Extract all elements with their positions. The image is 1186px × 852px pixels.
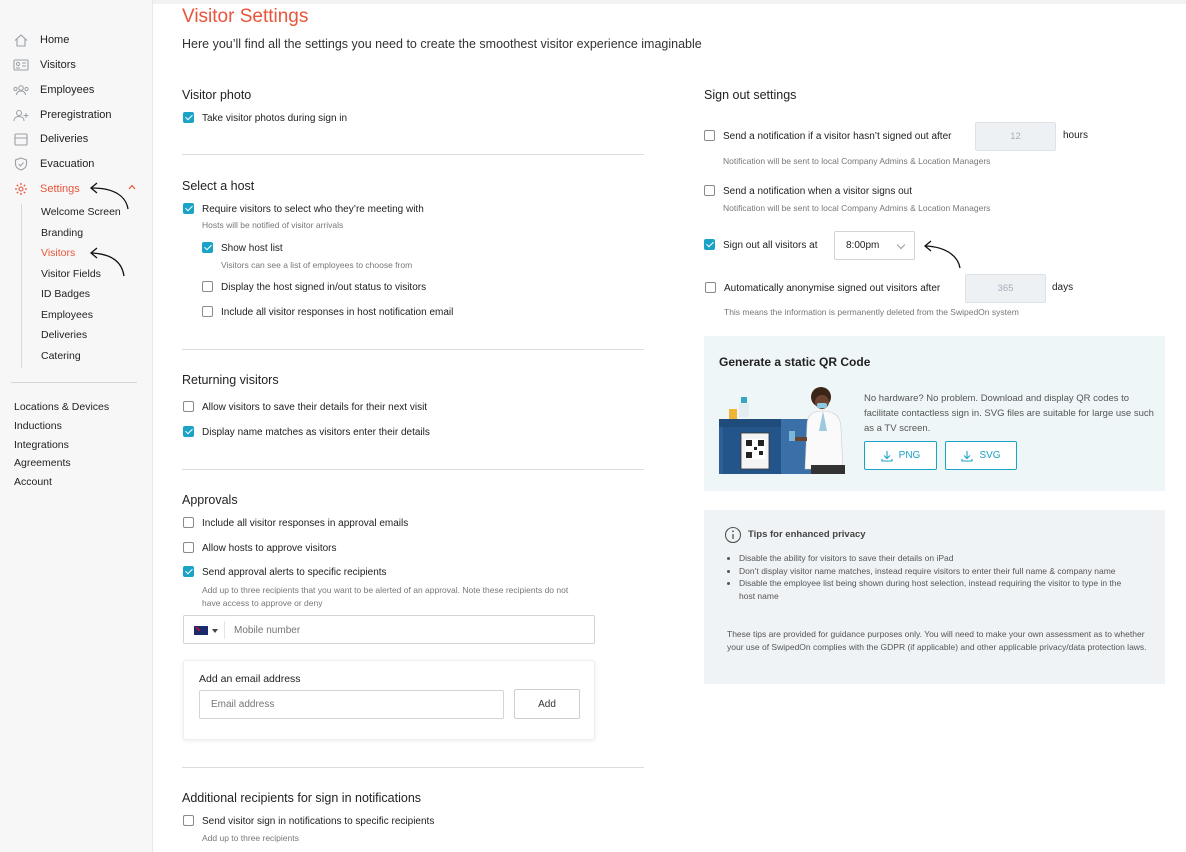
nav-home[interactable] — [12, 30, 69, 50]
notify-not-signed-out-checkbox[interactable] — [704, 130, 715, 141]
nav-deliveries[interactable] — [12, 129, 88, 149]
send-approval-alerts-checkbox[interactable] — [183, 566, 194, 577]
require-host-checkbox[interactable] — [183, 203, 194, 214]
hours-unit: hours — [1063, 130, 1089, 141]
mobile-number-input[interactable] — [234, 622, 574, 638]
privacy-tips-note: These tips are provided for guidance purposes only. You will need to make your own assessment as to whether your use of SwipedOn complies with the GDPR (if applicable) and other applicable privacy/data protection laws. — [727, 629, 1147, 652]
people-icon — [12, 83, 30, 97]
nav-settings-label: Settings — [40, 183, 80, 195]
name-matches-checkbox[interactable] — [183, 426, 194, 437]
subnav-welcome-screen[interactable]: Welcome Screen — [41, 206, 121, 218]
nav-home-label: Home — [40, 34, 70, 46]
privacy-tips-list — [739, 552, 1139, 602]
country-dropdown-icon[interactable] — [212, 629, 218, 633]
show-host-list-checkbox[interactable] — [202, 242, 213, 253]
subnav-visitor-fields[interactable]: Visitor Fields — [41, 268, 101, 280]
download-icon — [881, 450, 893, 462]
nav-evacuation-label: Evacuation — [40, 158, 95, 170]
section-select-host: Select a host — [182, 179, 255, 193]
nav-preregistration-label: Preregistration — [40, 109, 112, 121]
subnav-employees[interactable]: Employees — [41, 309, 93, 321]
info-icon — [724, 526, 742, 544]
nav-employees-label: Employees — [40, 84, 95, 96]
download-svg-label: SVG — [979, 450, 1001, 461]
allow-hosts-approve-checkbox[interactable] — [183, 542, 194, 553]
sign-out-all-checkbox[interactable] — [704, 239, 715, 250]
annotation-arrow-sign-out-time — [918, 236, 964, 272]
add-email-title: Add an email address — [199, 673, 301, 685]
section-divider — [182, 767, 644, 768]
subnav-rail — [21, 204, 22, 368]
take-photos-label: Take visitor photos during sign in — [202, 113, 348, 124]
notify-signs-out-hint: Notification will be sent to local Company Admins & Location Managers — [723, 203, 991, 213]
show-host-list-label: Show host list — [221, 243, 283, 254]
section-divider — [182, 349, 644, 350]
section-approvals: Approvals — [182, 493, 238, 507]
send-signin-notifications-label: Send visitor sign in notifications to specific recipients — [202, 816, 435, 827]
qr-panel-title: Generate a static QR Code — [719, 355, 871, 369]
privacy-tip-item: • Disable the ability for visitors to save their details on iPad — [739, 552, 1139, 565]
page-subtitle: Here you’ll find all the settings you need to create the smoothest visitor experience imaginable — [182, 37, 702, 51]
sign-out-time-value: 8:00pm — [846, 240, 880, 251]
section-visitor-photo: Visitor photo — [182, 88, 252, 102]
download-svg-button[interactable] — [945, 441, 1017, 470]
nav-account[interactable]: Account — [14, 476, 52, 488]
box-icon — [12, 132, 30, 146]
section-returning-visitors: Returning visitors — [182, 373, 279, 387]
download-png-button[interactable] — [864, 441, 937, 470]
mobile-number-field — [183, 615, 595, 644]
include-host-responses-label: Include all visitor responses in host notification email — [221, 307, 454, 318]
nav-evacuation[interactable] — [12, 154, 94, 174]
take-photos-checkbox[interactable] — [183, 112, 194, 123]
page-title: Visitor Settings — [182, 6, 309, 27]
anonymise-checkbox[interactable] — [705, 282, 716, 293]
shield-icon — [12, 157, 30, 171]
send-signin-notifications-hint: Add up to three recipients — [202, 833, 299, 843]
subnav-visitors[interactable]: Visitors — [41, 247, 76, 259]
require-host-label: Require visitors to select who they’re meeting with — [202, 204, 424, 215]
sidebar — [0, 0, 153, 852]
gear-icon — [12, 182, 30, 196]
approval-responses-checkbox[interactable] — [183, 517, 194, 528]
field-separator — [224, 621, 225, 639]
days-input[interactable]: 365 — [965, 274, 1046, 303]
subnav-branding[interactable]: Branding — [41, 227, 84, 239]
subnav-deliveries[interactable]: Deliveries — [41, 329, 88, 341]
subnav-catering[interactable]: Catering — [41, 350, 81, 362]
save-details-checkbox[interactable] — [183, 401, 194, 412]
nav-employees[interactable] — [12, 80, 94, 100]
privacy-tip-item: • Don’t display visitor name matches, instead require visitors to enter their full name & company name — [739, 565, 1139, 578]
sign-out-time-select[interactable] — [834, 231, 915, 260]
send-approval-alerts-hint: Add up to three recipients that you want to be alerted of an approval. Note these recipients do not — [202, 585, 569, 595]
include-host-responses-checkbox[interactable] — [202, 306, 213, 317]
approval-responses-label: Include all visitor responses in approval emails — [202, 518, 409, 529]
annotation-arrow-settings — [84, 176, 134, 212]
name-matches-label: Display name matches as visitors enter their details — [202, 427, 430, 438]
anonymise-label: Automatically anonymise signed out visitors after — [724, 283, 941, 294]
add-email-card — [183, 660, 595, 740]
nav-visitors[interactable] — [12, 55, 76, 75]
qr-illustration — [719, 381, 855, 476]
show-host-list-hint: Visitors can see a list of employees to choose from — [221, 260, 413, 270]
send-approval-alerts-hint-2: have access to approve or deny — [202, 598, 323, 608]
section-divider — [182, 469, 644, 470]
nav-deliveries-label: Deliveries — [40, 133, 89, 145]
download-icon — [961, 450, 973, 462]
privacy-tips-panel — [704, 510, 1165, 684]
notify-not-signed-out-hint: Notification will be sent to local Company Admins & Location Managers — [723, 156, 991, 166]
download-png-label: PNG — [898, 450, 921, 461]
top-border — [153, 0, 1186, 4]
nav-settings[interactable] — [12, 179, 80, 199]
nav-preregistration[interactable] — [12, 105, 112, 125]
nz-flag-icon[interactable] — [194, 626, 208, 635]
days-unit: days — [1052, 282, 1074, 293]
home-icon — [12, 33, 30, 47]
annotation-arrow-visitors — [84, 240, 134, 280]
nav-inductions[interactable]: Inductions — [14, 420, 62, 432]
nav-integrations[interactable]: Integrations — [14, 439, 69, 451]
nav-locations-devices[interactable]: Locations & Devices — [14, 401, 110, 413]
add-person-icon — [12, 108, 30, 122]
send-signin-notifications-checkbox[interactable] — [183, 815, 194, 826]
nav-visitors-label: Visitors — [40, 59, 76, 71]
send-approval-alerts-label: Send approval alerts to specific recipients — [202, 567, 387, 578]
require-host-hint: Hosts will be notified of visitor arrivals — [202, 220, 344, 230]
section-additional-recipients: Additional recipients for sign in notifications — [182, 791, 422, 805]
section-sign-out-settings: Sign out settings — [704, 88, 797, 102]
allow-hosts-approve-label: Allow hosts to approve visitors — [202, 543, 337, 554]
nav-agreements[interactable]: Agreements — [14, 457, 71, 469]
section-divider — [182, 154, 644, 155]
notify-signs-out-label: Send a notification when a visitor signs out — [723, 186, 912, 197]
sidebar-divider — [11, 382, 137, 383]
display-status-label: Display the host signed in/out status to visitors — [221, 282, 427, 293]
notify-not-signed-out-label: Send a notification if a visitor hasn’t signed out after — [723, 131, 952, 142]
qr-code-panel — [704, 336, 1165, 491]
chevron-down-icon — [897, 241, 905, 249]
save-details-label: Allow visitors to save their details for their next visit — [202, 402, 428, 413]
add-email-button[interactable]: Add — [514, 689, 580, 719]
id-card-icon — [12, 58, 30, 72]
privacy-tips-title: Tips for enhanced privacy — [748, 529, 866, 540]
email-address-input[interactable] — [199, 690, 504, 719]
qr-panel-description: No hardware? No problem. Download and display QR codes to facilitate contactless sign in. SVG files are suitable for large use such as a TV screen. — [864, 393, 1154, 434]
hours-input[interactable]: 12 — [975, 122, 1056, 151]
display-status-checkbox[interactable] — [202, 281, 213, 292]
sign-out-all-label: Sign out all visitors at — [723, 240, 818, 251]
notify-signs-out-checkbox[interactable] — [704, 185, 715, 196]
anonymise-hint: This means the information is permanently deleted from the SwipedOn system — [724, 307, 1019, 317]
subnav-id-badges[interactable]: ID Badges — [41, 288, 91, 300]
privacy-tip-item: • Disable the employee list being shown during host selection, instead requiring the visitor to type in the host name — [739, 577, 1139, 602]
